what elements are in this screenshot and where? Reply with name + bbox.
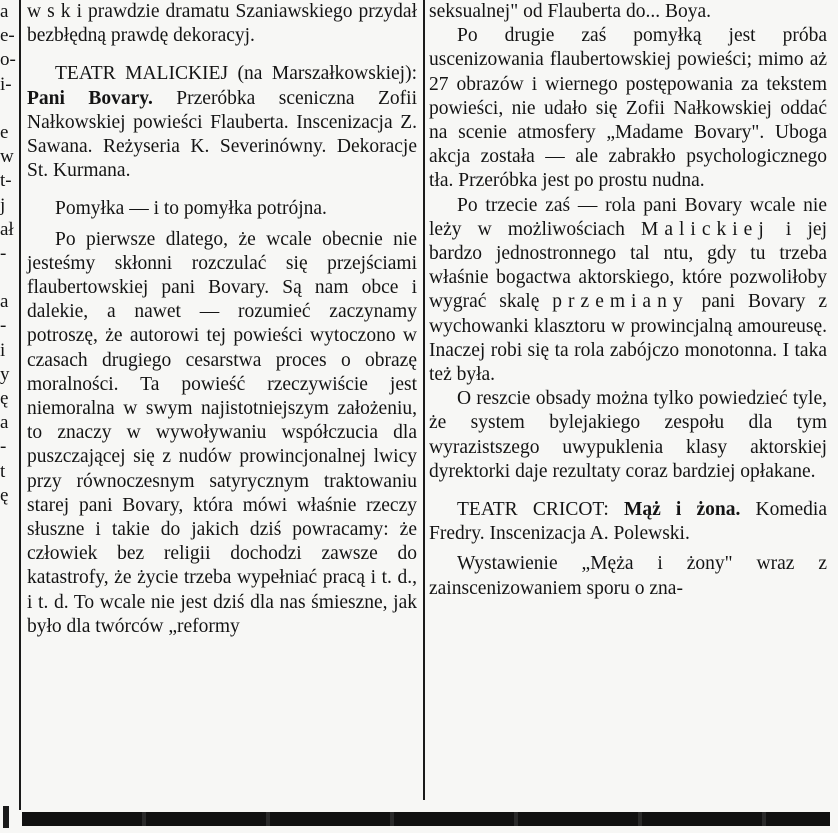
column-left [27, 0, 417, 639]
review-heading-malickiej [27, 62, 417, 183]
edge-fragment: ę [0, 388, 9, 409]
play-title: Pani Bovary. [27, 87, 153, 109]
paragraph: w s k i prawdzie dramatu Szaniawskiego przydał bezbłędną prawdę dekoracyj. [27, 1, 417, 47]
edge-fragment: t- [0, 170, 12, 192]
theatre-name: TEATR CRICOT: [457, 499, 624, 521]
edge-fragment: t [0, 460, 6, 482]
edge-fragment: ał [0, 218, 14, 240]
edge-fragment [0, 266, 16, 290]
paragraph: Po drugie zaś pomyłką jest próba uscenizowania flaubertowskiej powieści; mimo aż 27 obrazów i wiernego postępowania za tekstem powieści, nie udało się Zofii Nałkowskiej oddać na scenie atmosfery „Madame Bovary". Uboga akcja została — ale zabrakło psychologicznego tła. Przeróbka jest po prostu nudna. [429, 25, 827, 192]
column-right [429, 0, 827, 601]
edge-fragment: j [0, 194, 6, 216]
edge-fragment: ę [0, 484, 9, 506]
column-rule-middle [423, 0, 425, 800]
edge-fragment: o- [0, 49, 16, 71]
text-run: Po trzecie zaś — rola pani Bovary wcale nie leży w możliwościach [429, 194, 827, 240]
left-margin-fragments [0, 0, 16, 808]
edge-fragment: - [0, 242, 7, 264]
paragraph: Pomyłka — i to pomyłka potrójna. [55, 198, 327, 220]
bottom-rule-stub [3, 806, 9, 828]
edge-fragment: e- [0, 25, 15, 47]
play-title: Mąż i żona. [623, 499, 741, 521]
review-heading-cricot [429, 498, 827, 546]
edge-fragment: y [0, 363, 10, 385]
edge-fragment: i- [0, 73, 12, 95]
text-run: i jej bardzo jednostronnego tal ntu, gdy tu trzeba właśnie bogactwa aktorskiego, które pozwoliłoby wygrać skalę [429, 218, 827, 313]
spaced-name: Malickiej [641, 218, 770, 240]
paragraph: seksualnej" od Flauberta do... Boya. [429, 1, 711, 22]
edge-fragment: a [0, 412, 9, 434]
production-credits: Przeróbka sceniczna Zofii Nałkowskiej powieści Flauberta. Inscenizacja Z. Sawana. Reżyseria K. Severinówny. Dekoracje St. Kurmana. [27, 87, 417, 182]
spaced-word: przemiany [552, 291, 689, 313]
theatre-location: (na Marszałkowskiej): [228, 63, 417, 85]
edge-fragment: a [0, 1, 9, 22]
paragraph: O reszcie obsady można tylko powiedzieć tyle, że system bylejakiego zespołu dla tym wyrazistszego uwypuklenia klasy aktorskiej dyrektorki daje rezultaty coraz bardziej opłakane. [429, 388, 827, 482]
column-rule-left [19, 0, 21, 810]
edge-fragment [0, 97, 16, 121]
edge-fragment: a [0, 291, 9, 313]
edge-fragment: - [0, 436, 7, 458]
bottom-rule [22, 812, 830, 826]
edge-fragment: w [0, 146, 14, 168]
paragraph: Wystawienie „Męża i żony" wraz z zainscenizowaniem sporu o zna- [429, 553, 827, 599]
paragraph: Po pierwsze dlatego, że wcale obecnie nie jesteśmy skłonni rozczulać się przejściami flaubertowskiej pani Bovary. Są nam obce i dalekie, a nawet — rozumieć zaczynamy potroszę, że autorowi tej powieści wytoczono w czasach drugiego cesarstwa proces o obrazę moralności. Ta powieść rzeczywiście jest niemoralna w swym najistotniejszym założeniu, to znaczy w wywoływaniu współczucia dla puszczającej się z nudów prowincjonalnej lwicy przy równoczesnym satyrycznym traktowaniu starej pani Bovary, która mówi właśnie rzeczy słuszne i takie do jakich dziś powracamy: że człowiek bez religii dochodzi zawsze do katastrofy, że życie trzeba wypełniać pracą i t. d., i t. d. To wcale nie jest dziś dla nas śmieszne, jak było dla twórców „reformy [27, 228, 417, 637]
production-credits: Komedia Fredry. Inscenizacja A. Polewski. [429, 499, 827, 545]
paragraph [429, 194, 827, 388]
edge-fragment: i [0, 339, 6, 361]
edge-fragment: e [0, 121, 9, 143]
theatre-name: TEATR MALICKIEJ [55, 63, 229, 85]
text-run: pani Bovary z wychowanki klasztoru w prowincjalną amoureusę. Inaczej robi się ta rola zabójczo monotonna. I taka też była. [429, 291, 827, 386]
edge-fragment: - [0, 315, 7, 337]
